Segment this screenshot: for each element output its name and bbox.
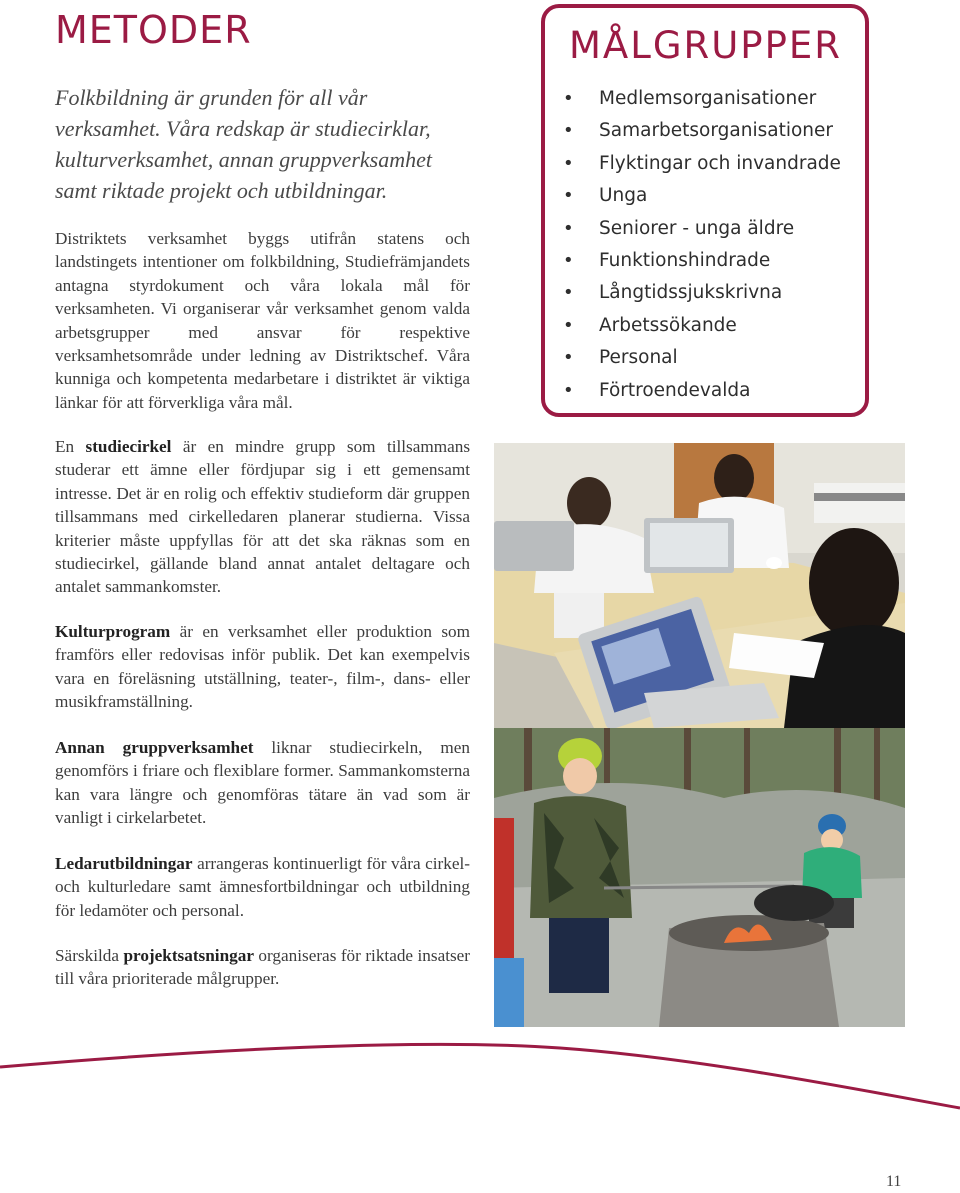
page-number: 11 <box>886 1173 902 1190</box>
paragraph-kulturprogram <box>55 620 470 714</box>
term-projektsatsningar: projektsatsningar <box>123 946 254 965</box>
paragraph-body: organiseras för riktade insatser till våra prioriterade målgrupper. <box>55 946 471 989</box>
paragraph-lead: En <box>55 437 75 456</box>
photo-children-campfire <box>494 728 905 1027</box>
list-item: • Personal <box>563 342 841 374</box>
photo-study-group-laptops <box>494 443 905 728</box>
bullet-icon: • <box>563 152 574 174</box>
paragraph-lead: Särskilda <box>55 946 119 965</box>
term-ledarutbildningar: Ledarutbildningar <box>55 854 193 873</box>
paragraph-annan-gruppverksamhet <box>55 736 470 830</box>
bullet-icon: • <box>563 120 574 142</box>
bullet-icon: • <box>563 314 574 336</box>
term-kulturprogram: Kulturprogram <box>55 622 171 641</box>
malgrupper-list <box>563 83 841 407</box>
list-item: • Seniorer - unga äldre <box>563 213 841 245</box>
paragraph-distriktets-verksamhet: Distriktets verksamhet byggs utifrån statens och landstingets intentioner om folkbildning, Studiefrämjandets antagna styrdokument och våra lokala mål för verksamheten. Vi organiserar vår verksamhet genom valda arbetsgrupper med ansvar för respektive verksamhetsområde under ledning av Distriktschef. Våra kunniga och kompetenta medarbetare i distriktet är viktiga länkar för att förverkliga våra mål. <box>55 229 470 412</box>
metoder-heading: METODER <box>55 8 252 52</box>
bullet-icon: • <box>563 347 574 369</box>
bullet-icon: • <box>563 88 574 109</box>
bullet-icon: • <box>563 249 574 271</box>
paragraph-body: liknar studiecirkeln, men genomförs i friare och flexiblare former. Sammankomsterna kan vara längre och genomföras tätare än vad som är vanligt i cirkelarbetet. <box>55 738 470 828</box>
paragraph-body: arrangeras kontinuerligt för våra cirkel- och kulturledare samt ämnesfortbildningar och utbildning för ledamöter och personal. <box>55 854 470 920</box>
malgrupper-box <box>541 4 869 417</box>
list-item: • Medlemsorganisationer <box>563 83 841 115</box>
list-item: • Flyktingar och invandrade <box>563 148 841 180</box>
intro-text: Folkbildning är grunden för all vår verksamhet. Våra redskap är studiecirklar, kulturverksamhet, annan gruppverksamhet samt riktade projekt och utbildningar. <box>55 85 432 203</box>
paragraph-studiecirkel <box>55 435 470 599</box>
paragraph-body: är en mindre grupp som tillsammans studerar ett ämne eller fördjupar sig i ett gemensamt intresse. Det är en rolig och effektiv studieform där gruppen tillsammans med cirkelledaren planerar studierna. Vissa kriterier måste uppfyllas för att det ska räknas som en studiecirkel, gällande bland annat antalet deltagare och antalet sammankomster. <box>55 437 471 597</box>
bullet-icon: • <box>563 282 574 304</box>
paragraph-body: är en verksamhet eller produktion som framförs eller redovisas inför publik. Det kan exempelvis vara en föreläsning utställning, teater-, film-, dans- eller musikframställning. <box>55 622 471 712</box>
list-item: • Unga <box>563 180 841 212</box>
bullet-icon: • <box>563 217 574 239</box>
malgrupper-heading: MÅLGRUPPER <box>569 24 843 67</box>
list-item: • Funktionshindrade <box>563 245 841 277</box>
list-item: • Arbetssökande <box>563 310 841 342</box>
bullet-icon: • <box>563 185 574 207</box>
bullet-icon: • <box>563 379 574 401</box>
term-annan-gruppverksamhet: Annan gruppverksamhet <box>55 738 254 757</box>
list-item: • Långtidssjukskrivna <box>563 277 841 309</box>
list-item: • Förtroendevalda <box>563 375 841 407</box>
term-studiecirkel: studiecirkel <box>85 437 172 456</box>
decorative-wave-line <box>0 1030 960 1120</box>
paragraph-projektsatsningar <box>55 944 470 991</box>
list-item: • Samarbetsorganisationer <box>563 115 841 147</box>
paragraph-ledarutbildningar <box>55 852 470 922</box>
